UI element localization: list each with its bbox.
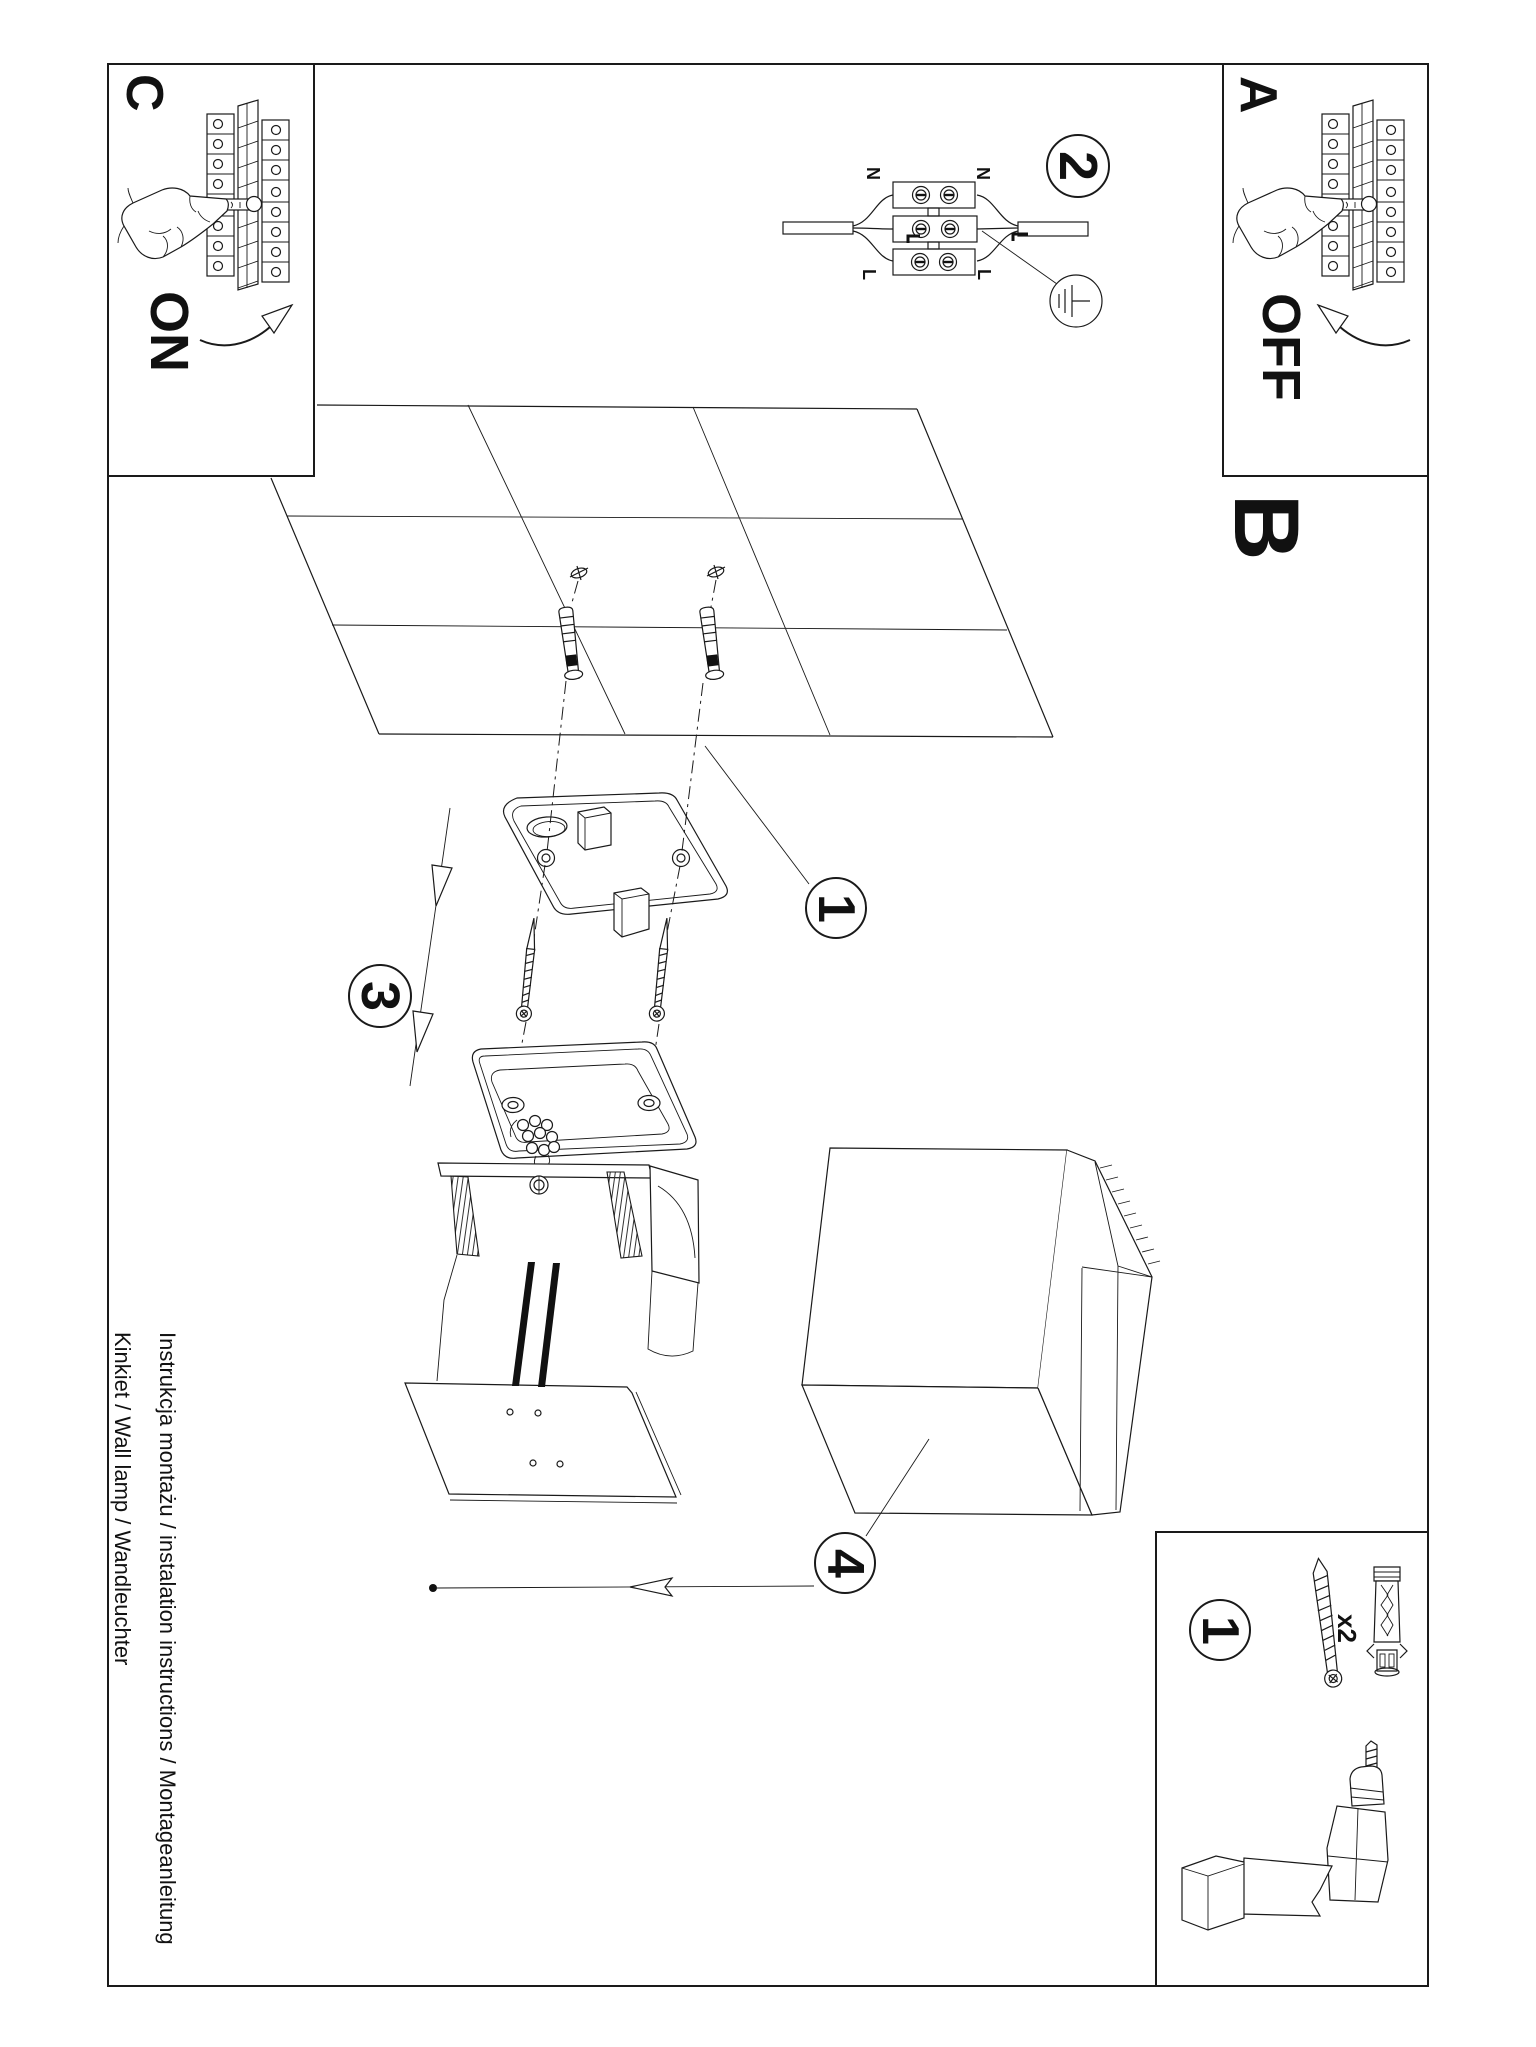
hardware-quantity-label: x2	[1332, 1614, 1362, 1643]
step-4-badge: 4	[814, 1532, 876, 1594]
panel-off-label: OFF	[1251, 293, 1311, 401]
terminal-n-left: N	[863, 167, 883, 180]
hardware-step-badge: 1	[1189, 1599, 1251, 1661]
terminal-n-right: N	[973, 167, 993, 180]
step-3-badge: 3	[348, 964, 412, 1028]
panel-on-label: ON	[139, 291, 199, 372]
footer-line-1: Instrukcja montażu / instalation instructions / Montageanleitung	[155, 1332, 180, 1945]
panel-on-letter: C	[115, 74, 173, 112]
section-label: B	[1215, 494, 1317, 561]
panel-on-box	[107, 63, 315, 477]
terminal-l-left: L	[859, 269, 879, 280]
step-1-badge: 1	[805, 877, 867, 939]
terminal-l-right: L	[974, 269, 994, 280]
panel-off-letter: A	[1229, 76, 1287, 114]
footer-text	[100, 1332, 190, 2012]
footer-line-2: Kinkiet / Wall lamp / Wandleuchter	[109, 1332, 135, 1666]
step-2-badge: 2	[1046, 134, 1110, 198]
hardware-box	[1155, 1531, 1429, 1987]
panel-off-box	[1222, 63, 1429, 477]
